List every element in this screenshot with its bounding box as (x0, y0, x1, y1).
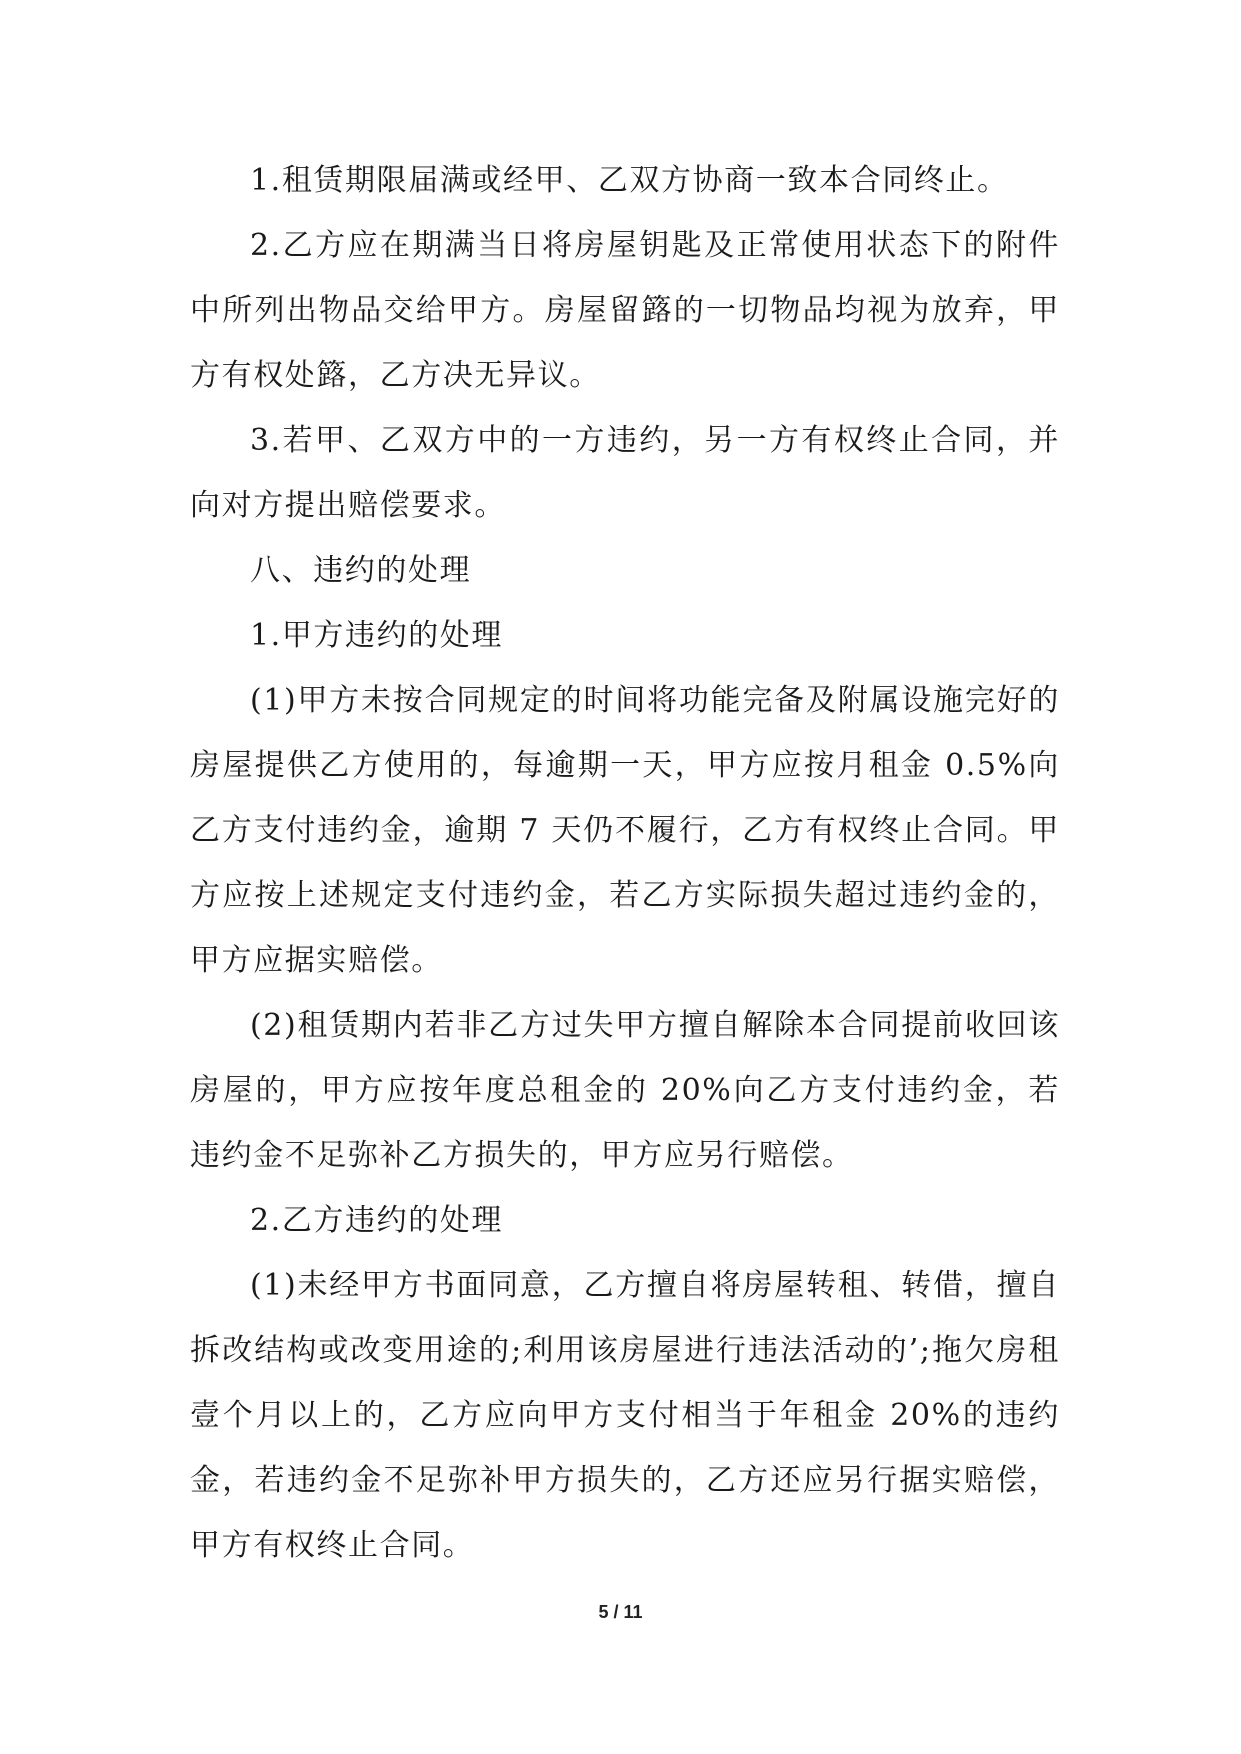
section-heading-breach: 八、违约的处理 (250, 553, 472, 588)
page-number: 5 / 11 (598, 1602, 643, 1622)
subheading-party-b-breach: 2.乙方违约的处理 (250, 1203, 504, 1238)
clause-party-a-breach-2: (2)租赁期内若非乙方过失甲方擅自解除本合同提前收回该房屋的，甲方应按年度总租金的 20%向乙方支付违约金，若违约金不足弥补乙方损失的，甲方应另行赔偿。 (190, 1008, 1060, 1173)
document-body (190, 148, 1060, 1578)
clause-party-b-breach-1: (1)未经甲方书面同意，乙方擅自将房屋转租、转借，擅自拆改结构或改变用途的;利用该房屋进行违法活动的’;拖欠房租壹个月以上的，乙方应向甲方支付相当于年租金 20%的违约金，若违约金不足弥补甲方损失的，乙方还应另行据实赔偿，甲方有权终止合同。 (190, 1268, 1060, 1563)
clause-party-a-breach-1: (1)甲方未按合同规定的时间将功能完备及附属设施完好的房屋提供乙方使用的，每逾期一天，甲方应按月租金 0.5%向乙方支付违约金，逾期 7 天仍不履行，乙方有权终止合同。甲方应按上述规定支付违约金，若乙方实际损失超过违约金的，甲方应据实赔偿。 (190, 683, 1060, 978)
clause-termination-2: 2.乙方应在期满当日将房屋钥匙及正常使用状态下的附件中所列出物品交给甲方。房屋留簬的一切物品均视为放弃，甲方有权处簬，乙方决无异议。 (190, 228, 1060, 393)
subheading-party-a-breach: 1.甲方违约的处理 (250, 618, 504, 653)
clause-termination-1: 1.租赁期限届满或经甲、乙双方协商一致本合同终止。 (250, 163, 1009, 198)
clause-termination-3: 3.若甲、乙双方中的一方违约，另一方有权终止合同，并向对方提出赔偿要求。 (190, 423, 1060, 523)
